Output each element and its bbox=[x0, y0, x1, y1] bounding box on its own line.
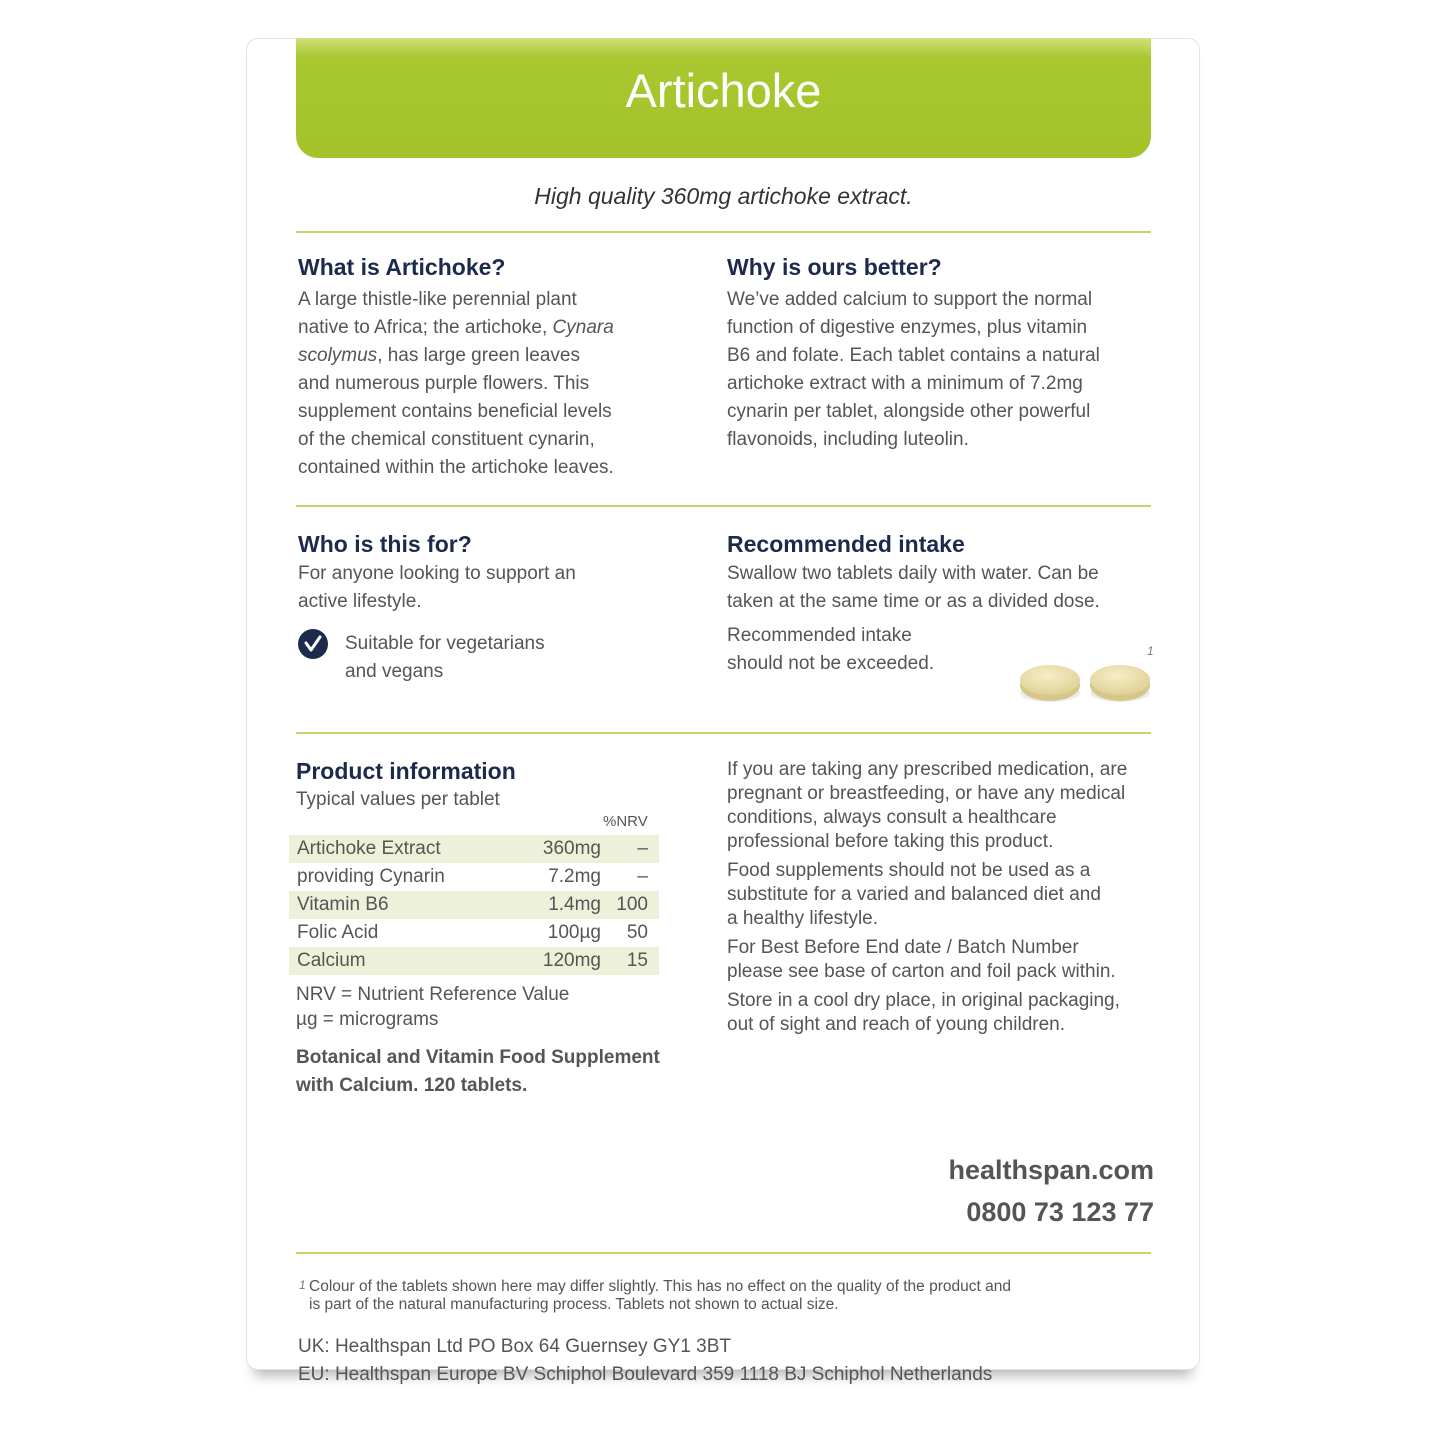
vegan-check-icon bbox=[298, 629, 328, 659]
advice-text: If you are taking any prescribed medication, are pregnant or breastfeeding, or have any medical conditions, always consult a healthcare professional before taking this product. Food supplements should not be used as a substitute for a varied and balanced diet and a healthy lifestyle. For Best Before End date / Batch Number please see base of carton and foil pack within. Store in a cool dry place, in original packaging, out of sight and reach of young children. bbox=[727, 759, 1128, 1035]
divider bbox=[296, 1252, 1151, 1254]
why-better-heading: Why is ours better? bbox=[727, 254, 942, 280]
divider bbox=[296, 231, 1151, 233]
phone-number: 0800 73 123 77 bbox=[966, 1197, 1154, 1227]
why-better-text: We’ve added calcium to support the normal function of digestive enzymes, plus vitamin B6 and folate. Each tablet contains a natural artichoke extract with a minimum of 7.2mg cynarin per tablet, alongside other powerful flavonoids, including luteolin. bbox=[727, 289, 1100, 450]
product-description: Botanical and Vitamin Food Supplement with Calcium. 120 tablets. bbox=[296, 1047, 660, 1096]
nrv-column-header: %NRV bbox=[603, 813, 648, 830]
tagline: High quality 360mg artichoke extract. bbox=[534, 183, 913, 209]
table-row: Vitamin B6 1.4mg 100 bbox=[289, 891, 659, 919]
footnote-mark: 1 bbox=[1147, 644, 1154, 658]
table-row: Calcium 120mg 15 bbox=[289, 947, 659, 975]
tablets-image bbox=[1012, 655, 1152, 707]
footnote-marker: 1 bbox=[299, 1278, 306, 1292]
who-for-text: For anyone looking to support an active lifestyle. bbox=[298, 563, 576, 612]
product-info-subheading: Typical values per tablet bbox=[296, 789, 500, 810]
eu-address: EU: Healthspan Europe BV Schiphol Boulevard 359 1118 BJ Schiphol Netherlands bbox=[298, 1364, 993, 1385]
divider bbox=[296, 732, 1151, 734]
website-link[interactable]: healthspan.com bbox=[948, 1155, 1154, 1185]
table-row: providing Cynarin 7.2mg – bbox=[297, 866, 648, 887]
what-is-heading: What is Artichoke? bbox=[298, 254, 506, 280]
divider bbox=[296, 505, 1151, 507]
table-row: Folic Acid 100µg 50 bbox=[297, 922, 648, 943]
product-title: Artichoke bbox=[625, 64, 822, 117]
footnote-text: Colour of the tablets shown here may differ slightly. This has no effect on the quality of the product and is part of the natural manufacturing process. Tablets not shown to actual size. bbox=[309, 1278, 1011, 1313]
uk-address: UK: Healthspan Ltd PO Box 64 Guernsey GY1 3BT bbox=[298, 1336, 732, 1357]
what-is-text: A large thistle-like perennial plant native to Africa; the artichoke, Cynara scolymus, has large green leaves and numerous purple flowers. This supplement contains beneficial levels of the chemical constituent cynarin, contained within the artichoke leaves. bbox=[298, 289, 614, 478]
intake-heading: Recommended intake bbox=[727, 531, 965, 557]
table-row: Artichoke Extract 360mg – bbox=[289, 835, 659, 863]
vegan-badge-text: Suitable for vegetarians and vegans bbox=[345, 633, 545, 682]
title-banner bbox=[296, 38, 1151, 158]
product-info-heading: Product information bbox=[296, 758, 516, 784]
nrv-notes: NRV = Nutrient Reference Value µg = micrograms bbox=[296, 984, 570, 1030]
who-for-heading: Who is this for? bbox=[298, 531, 472, 557]
intake-warning: Recommended intake should not be exceeded. bbox=[727, 625, 935, 674]
intake-text: Swallow two tablets daily with water. Can be taken at the same time or as a divided dose. bbox=[727, 563, 1100, 612]
